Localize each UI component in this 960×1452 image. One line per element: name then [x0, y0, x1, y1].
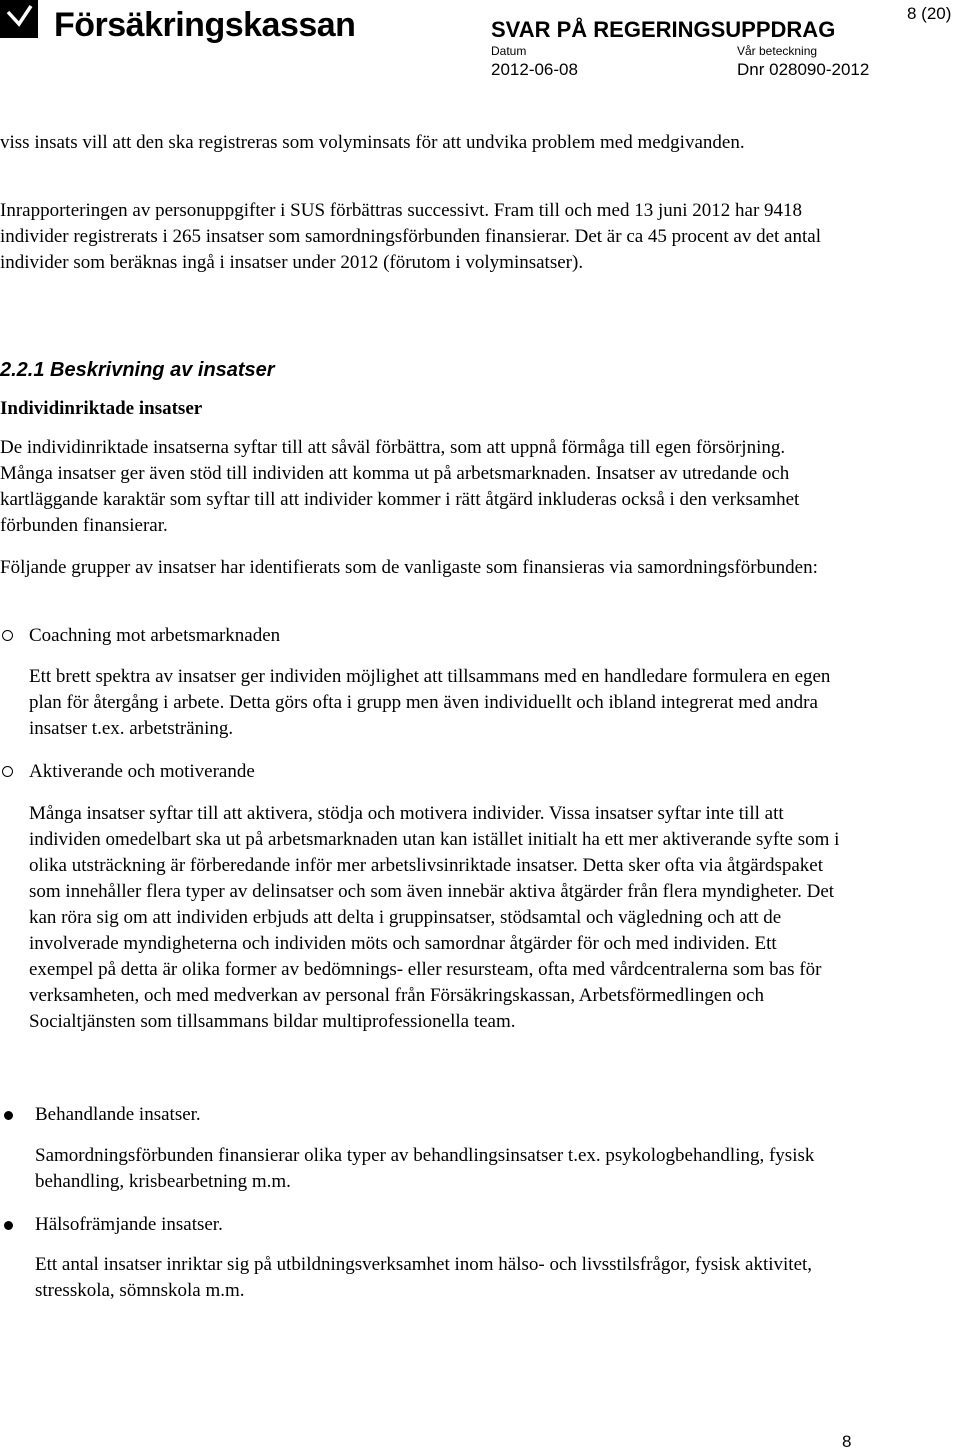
list-item-text: Många insatser syftar till att aktivera, stödja och motivera individer. Vissa insatser syftar inte till att individen omedelbart ska ut på arbetsmarknaden utan kan istället initialt ha ett mer aktiverande syfte som i olika utsträckning är förberedande inför mer arbetslivsinriktade insatser. Detta sker ofta via åtgärdspaket som innehåller flera typer av delinsatser och som även innebär aktiva åtgärder från flera myndigheter. Det kan röra sig om att individen erbjuds att delta i gruppinsatser, stödsamtal och vägledning och att de involverade myndigheterna och individen möts och samordnar åtgärder för och med individen. Ett exempel på detta är olika former av bedömnings- eller resursteam, ofta med vårdcentralerna som bas för verksamheten, och med medverkan av personal från Försäkringskassan, Arbetsförmedlingen och Socialtjänsten som tillsammans bildar multiprofessionella team.: [29, 803, 840, 1032]
document-title: SVAR PÅ REGERINGSUPPDRAG: [491, 17, 836, 42]
paragraph: De individinriktade insatserna syftar till att såväl förbättra, som att uppnå förmåga till egen försörjning. Många insatser ger även stöd till individen att komma ut på arbetsmarknaden. Insatser av utredande och kartläggande karaktär som syftar till att individer kommer i rätt åtgärd inkluderas också i den verksamhet förbunden finansierar.: [0, 437, 800, 536]
date-label: Datum: [491, 44, 527, 58]
list-item: [0, 623, 836, 649]
list-item-text: Ett antal insatser inriktar sig på utbildningsverksamhet inom hälso- och livsstilsfrågor, fysisk aktivitet, stresskola, sömnskola m.m.: [35, 1254, 813, 1301]
subheading: Individinriktade insatser: [0, 398, 203, 419]
paragraph: Inrapporteringen av personuppgifter i SUS förbättras successivt. Fram till och med 13 juni 2012 har 9418 individer registrerats i 265 insatser som samordningsförbunden finansierar. Det är ca 45 procent av det antal individer som beräknas ingå i insatser under 2012 (förutom i volyminsatser).: [0, 200, 821, 273]
list-item-label: Hälsofrämjande insatser.: [35, 1214, 223, 1235]
bullet-icon: [2, 766, 13, 777]
reference-value: Dnr 028090-2012: [737, 60, 870, 79]
list-item-label: Aktiverande och motiverande: [29, 761, 255, 782]
paragraph: Följande grupper av insatser har identifierats som de vanligaste som finansieras via samordningsförbunden:: [0, 557, 818, 578]
section-heading: 2.2.1 Beskrivning av insatser: [0, 359, 275, 381]
list-item: [0, 759, 836, 785]
list-item-label: Behandlande insatser.: [35, 1104, 201, 1125]
list-item-label: Coachning mot arbetsmarknaden: [29, 625, 281, 646]
date-value: 2012-06-08: [491, 60, 578, 79]
page-number: 8: [842, 1432, 852, 1451]
logo-icon: [0, 0, 38, 38]
reference-label: Vår beteckning: [737, 44, 818, 58]
paragraph: viss insats vill att den ska registreras som volyminsats för att undvika problem med medgivanden.: [0, 132, 745, 153]
bullet-icon: [4, 1111, 13, 1120]
page-count: 8 (20): [907, 4, 952, 23]
list-item-text: Ett brett spektra av insatser ger individen möjlighet att tillsammans med en handledare formulera en egen plan för återgång i arbete. Detta görs ofta i grupp men även individuellt och ibland integrerat med andra insatser t.ex. arbetsträning.: [29, 666, 831, 739]
list-item: [0, 1102, 836, 1128]
bullet-icon: [2, 630, 13, 641]
bullet-icon: [4, 1221, 13, 1230]
list-item-text: Samordningsförbunden finansierar olika typer av behandlingsinsatser t.ex. psykologbehandling, fysisk behandling, krisbearbetning m.m.: [35, 1145, 815, 1192]
list-item: [0, 1212, 836, 1238]
logo-text: Försäkringskassan: [54, 6, 356, 44]
